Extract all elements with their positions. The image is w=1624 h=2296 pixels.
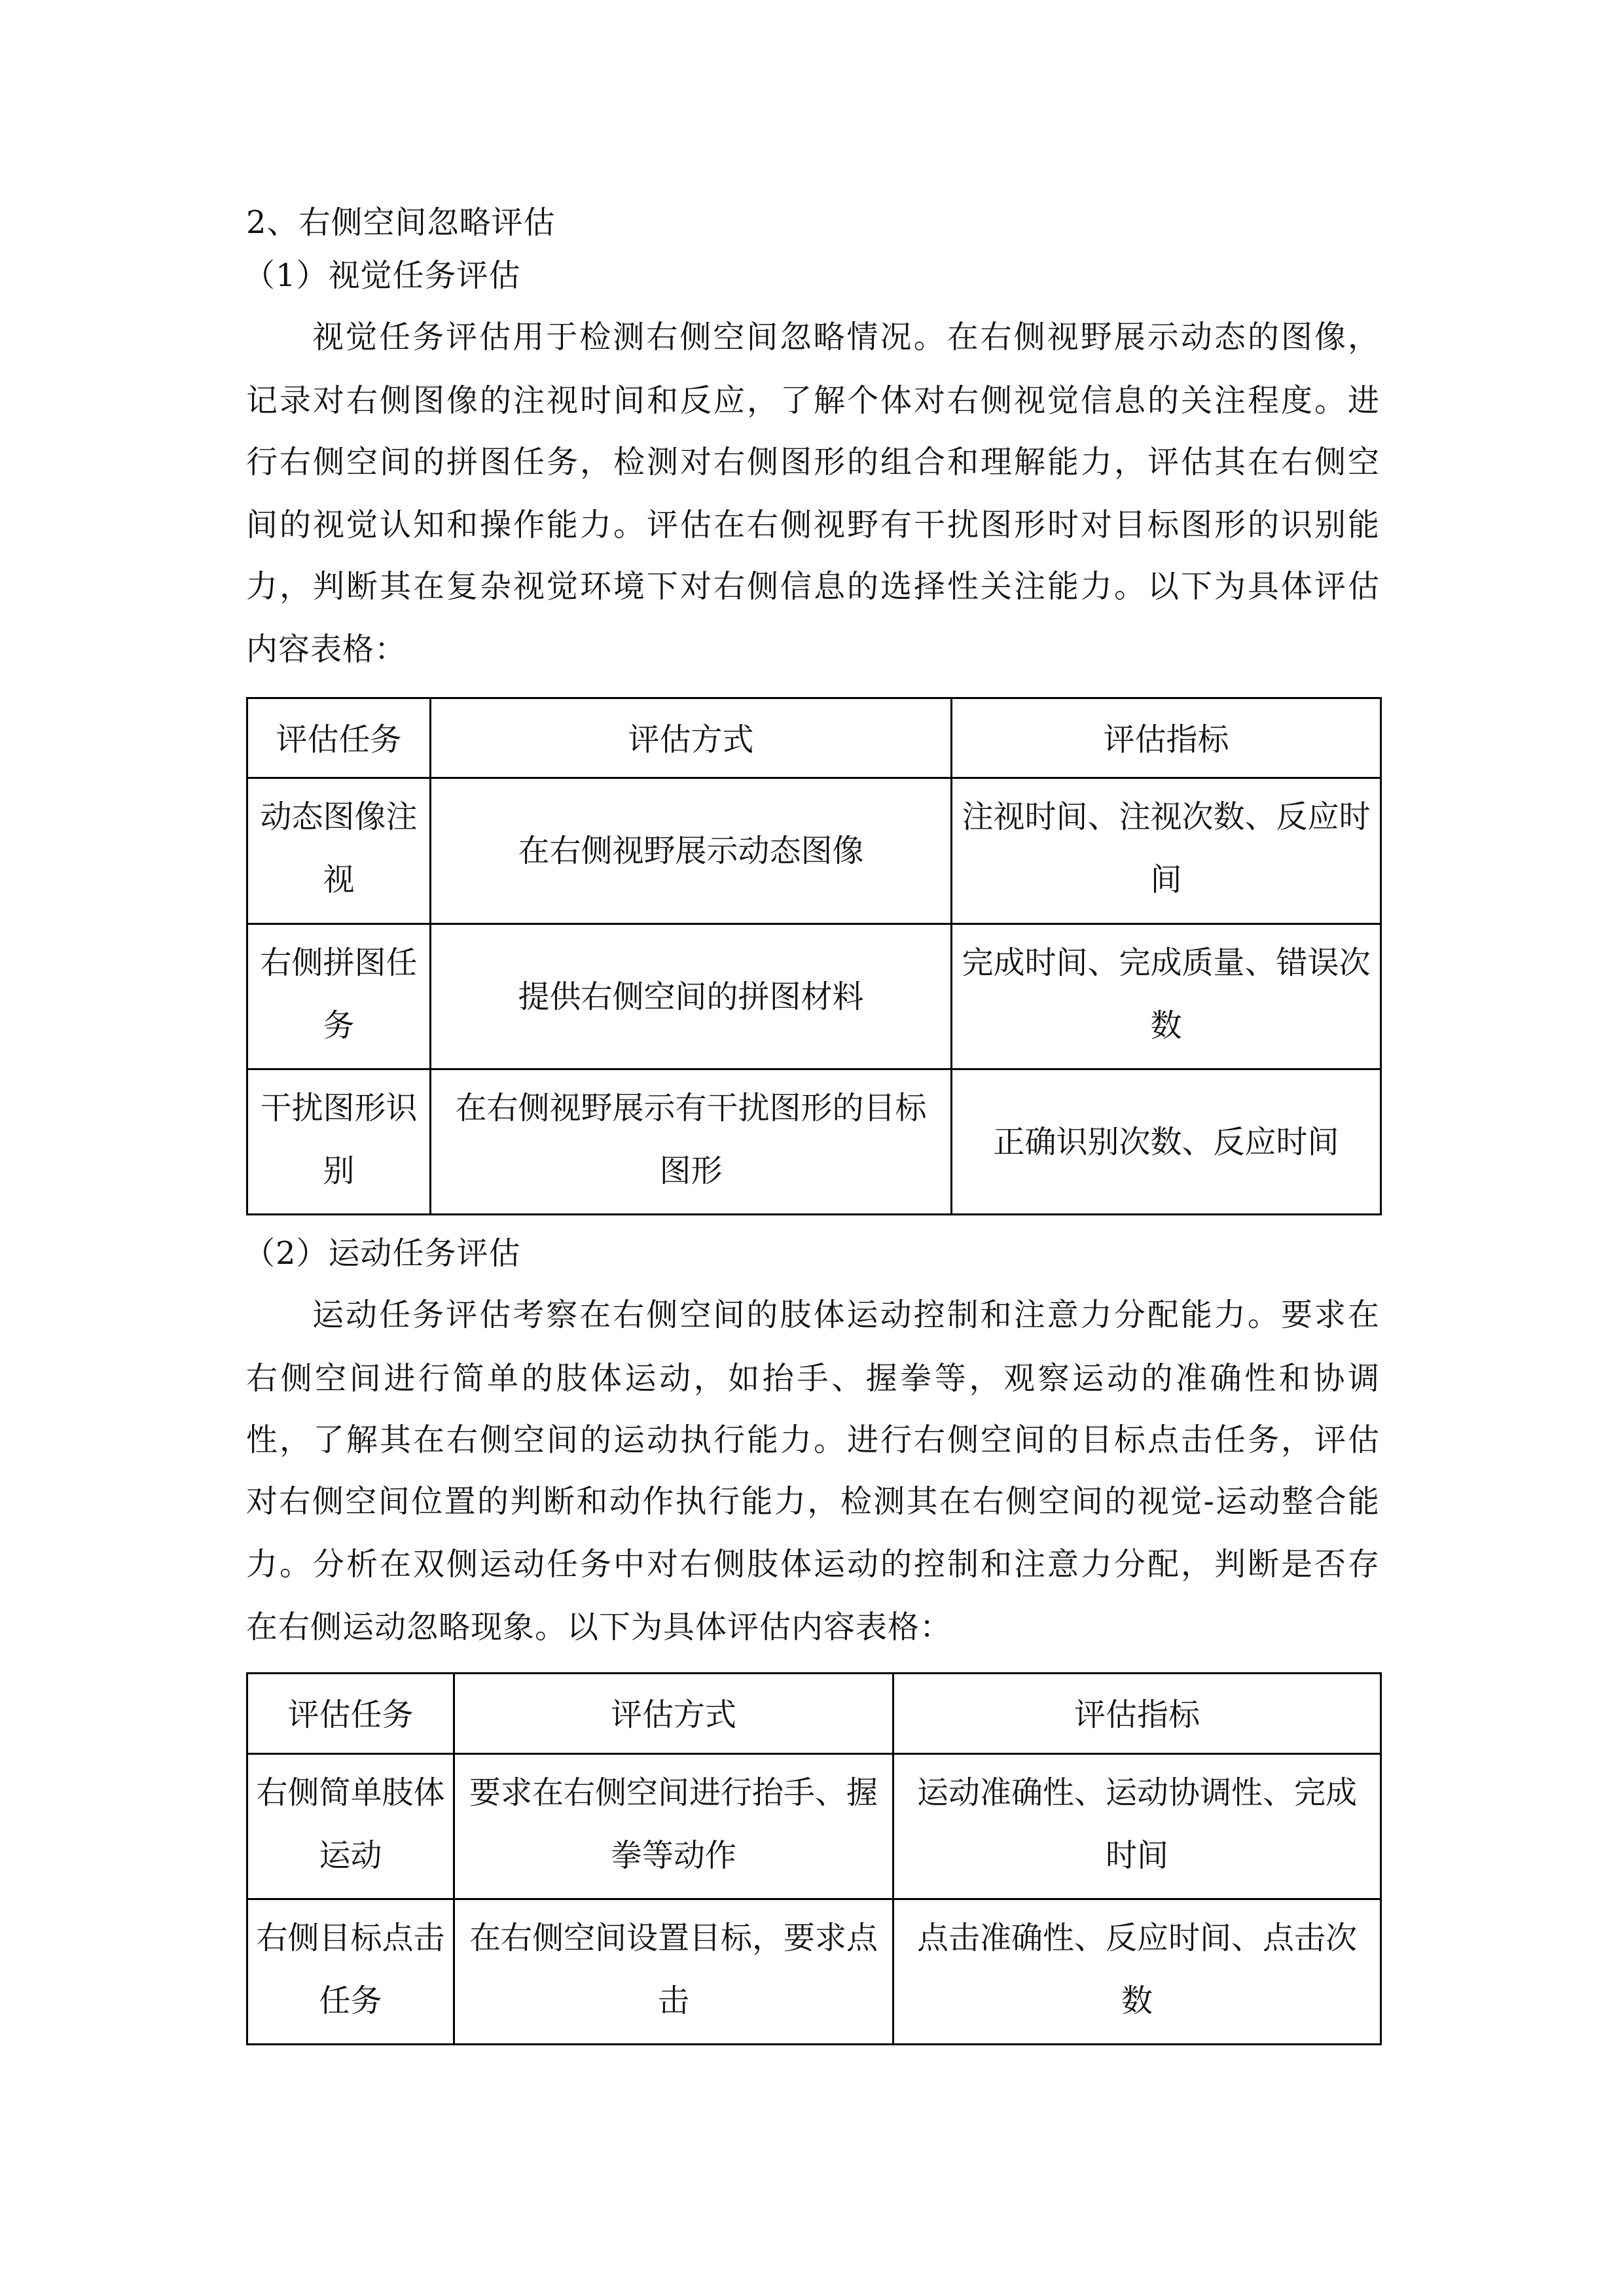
cell-text: 务 [323,1007,355,1044]
column-header-metric: 评估指标 [893,1674,1381,1754]
paragraph-line: 对右侧空间位置的判断和动作执行能力，检测其在右侧空间的视觉-运动整合能 [246,1483,1380,1520]
column-header-task: 评估任务 [247,698,431,778]
table-header-row [247,698,1381,778]
cell-text: 完成时间、完成质量、错误次 [962,944,1371,981]
column-header-method: 评估方式 [454,1674,893,1754]
cell-task [247,1069,431,1215]
visual-assessment-table [246,697,1382,1215]
cell-text: 数 [1150,1007,1182,1044]
cell-text: 动态图像注 [260,798,418,835]
motor-assessment-table [246,1672,1382,2045]
cell-text: 拳等动作 [610,1837,736,1874]
cell-method [431,778,952,924]
cell-text: 提供右侧空间的拼图材料 [518,978,864,1015]
subsection-heading-visual: （1）视觉任务评估 [244,257,521,294]
column-header-method: 评估方式 [431,698,952,778]
paragraph-line: 行右侧空间的拼图任务，检测对右侧图形的组合和理解能力，评估其在右侧空 [246,444,1380,480]
table-header-row [247,1674,1381,1754]
paragraph-line: 记录对右侧图像的注视时间和反应，了解个体对右侧视觉信息的关注程度。进 [246,382,1380,419]
cell-text: 注视时间、注视次数、反应时 [962,798,1371,835]
cell-text: 任务 [319,1982,382,2019]
table-row [247,1069,1381,1215]
cell-text: 在右侧视野展示动态图像 [518,833,864,869]
cell-text: 运动准确性、运动协调性、完成 [916,1774,1357,1811]
cell-text: 别 [323,1153,355,1189]
paragraph-line: 性，了解其在右侧空间的运动执行能力。进行右侧空间的目标点击任务，评估 [246,1422,1380,1458]
table-row [247,778,1381,924]
column-header-metric: 评估指标 [952,698,1381,778]
table-row [247,1754,1381,1899]
subsection-heading-motor: （2）运动任务评估 [244,1235,521,1272]
section-title: 2、右侧空间忽略评估 [246,204,556,241]
table-row [247,924,1381,1069]
cell-text: 右侧目标点击 [256,1920,445,1956]
cell-metric [893,1754,1381,1899]
paragraph-line: 力。分析在双侧运动任务中对右侧肢体运动的控制和注意力分配，判断是否存 [246,1546,1380,1583]
cell-method [431,924,952,1069]
cell-metric [952,778,1381,924]
paragraph-line: 视觉任务评估用于检测右侧空间忽略情况。在右侧视野展示动态的图像， [312,319,1380,355]
cell-text: 点击准确性、反应时间、点击次 [916,1920,1357,1956]
paragraph-line: 右侧空间进行简单的肢体运动，如抬手、握拳等，观察运动的准确性和协调 [246,1360,1380,1397]
cell-text: 正确识别次数、反应时间 [993,1123,1339,1160]
paragraph-line: 力，判断其在复杂视觉环境下对右侧信息的选择性关注能力。以下为具体评估 [246,568,1380,605]
paragraph-line: 运动任务评估考察在右侧空间的肢体运动控制和注意力分配能力。要求在 [312,1297,1380,1333]
cell-text: 运动 [319,1837,382,1874]
paragraph-line: 在右侧运动忽略现象。以下为具体评估内容表格： [246,1609,952,1645]
cell-task [247,1899,454,2045]
cell-metric [952,924,1381,1069]
cell-text: 右侧拼图任 [260,944,418,981]
cell-text: 图形 [659,1153,723,1189]
cell-task [247,778,431,924]
cell-method [454,1899,893,2045]
cell-metric [952,1069,1381,1215]
cell-text: 右侧简单肢体 [256,1774,445,1811]
cell-method [454,1754,893,1899]
paragraph-line: 内容表格： [246,631,407,668]
cell-method [431,1069,952,1215]
cell-task [247,924,431,1069]
table-row [247,1899,1381,2045]
cell-text: 间 [1150,861,1182,898]
cell-text: 在右侧视野展示有干扰图形的目标 [455,1090,927,1126]
cell-text: 干扰图形识 [260,1090,418,1126]
cell-metric [893,1899,1381,2045]
paragraph-line: 间的视觉认知和操作能力。评估在右侧视野有干扰图形时对目标图形的识别能 [246,507,1380,543]
column-header-task: 评估任务 [247,1674,454,1754]
cell-text: 要求在右侧空间进行抬手、握 [469,1774,878,1811]
cell-text: 视 [323,861,355,898]
cell-text: 数 [1121,1982,1153,2019]
cell-text: 时间 [1105,1837,1168,1874]
cell-text: 击 [657,1982,689,2019]
cell-task [247,1754,454,1899]
cell-text: 在右侧空间设置目标，要求点 [469,1920,878,1956]
